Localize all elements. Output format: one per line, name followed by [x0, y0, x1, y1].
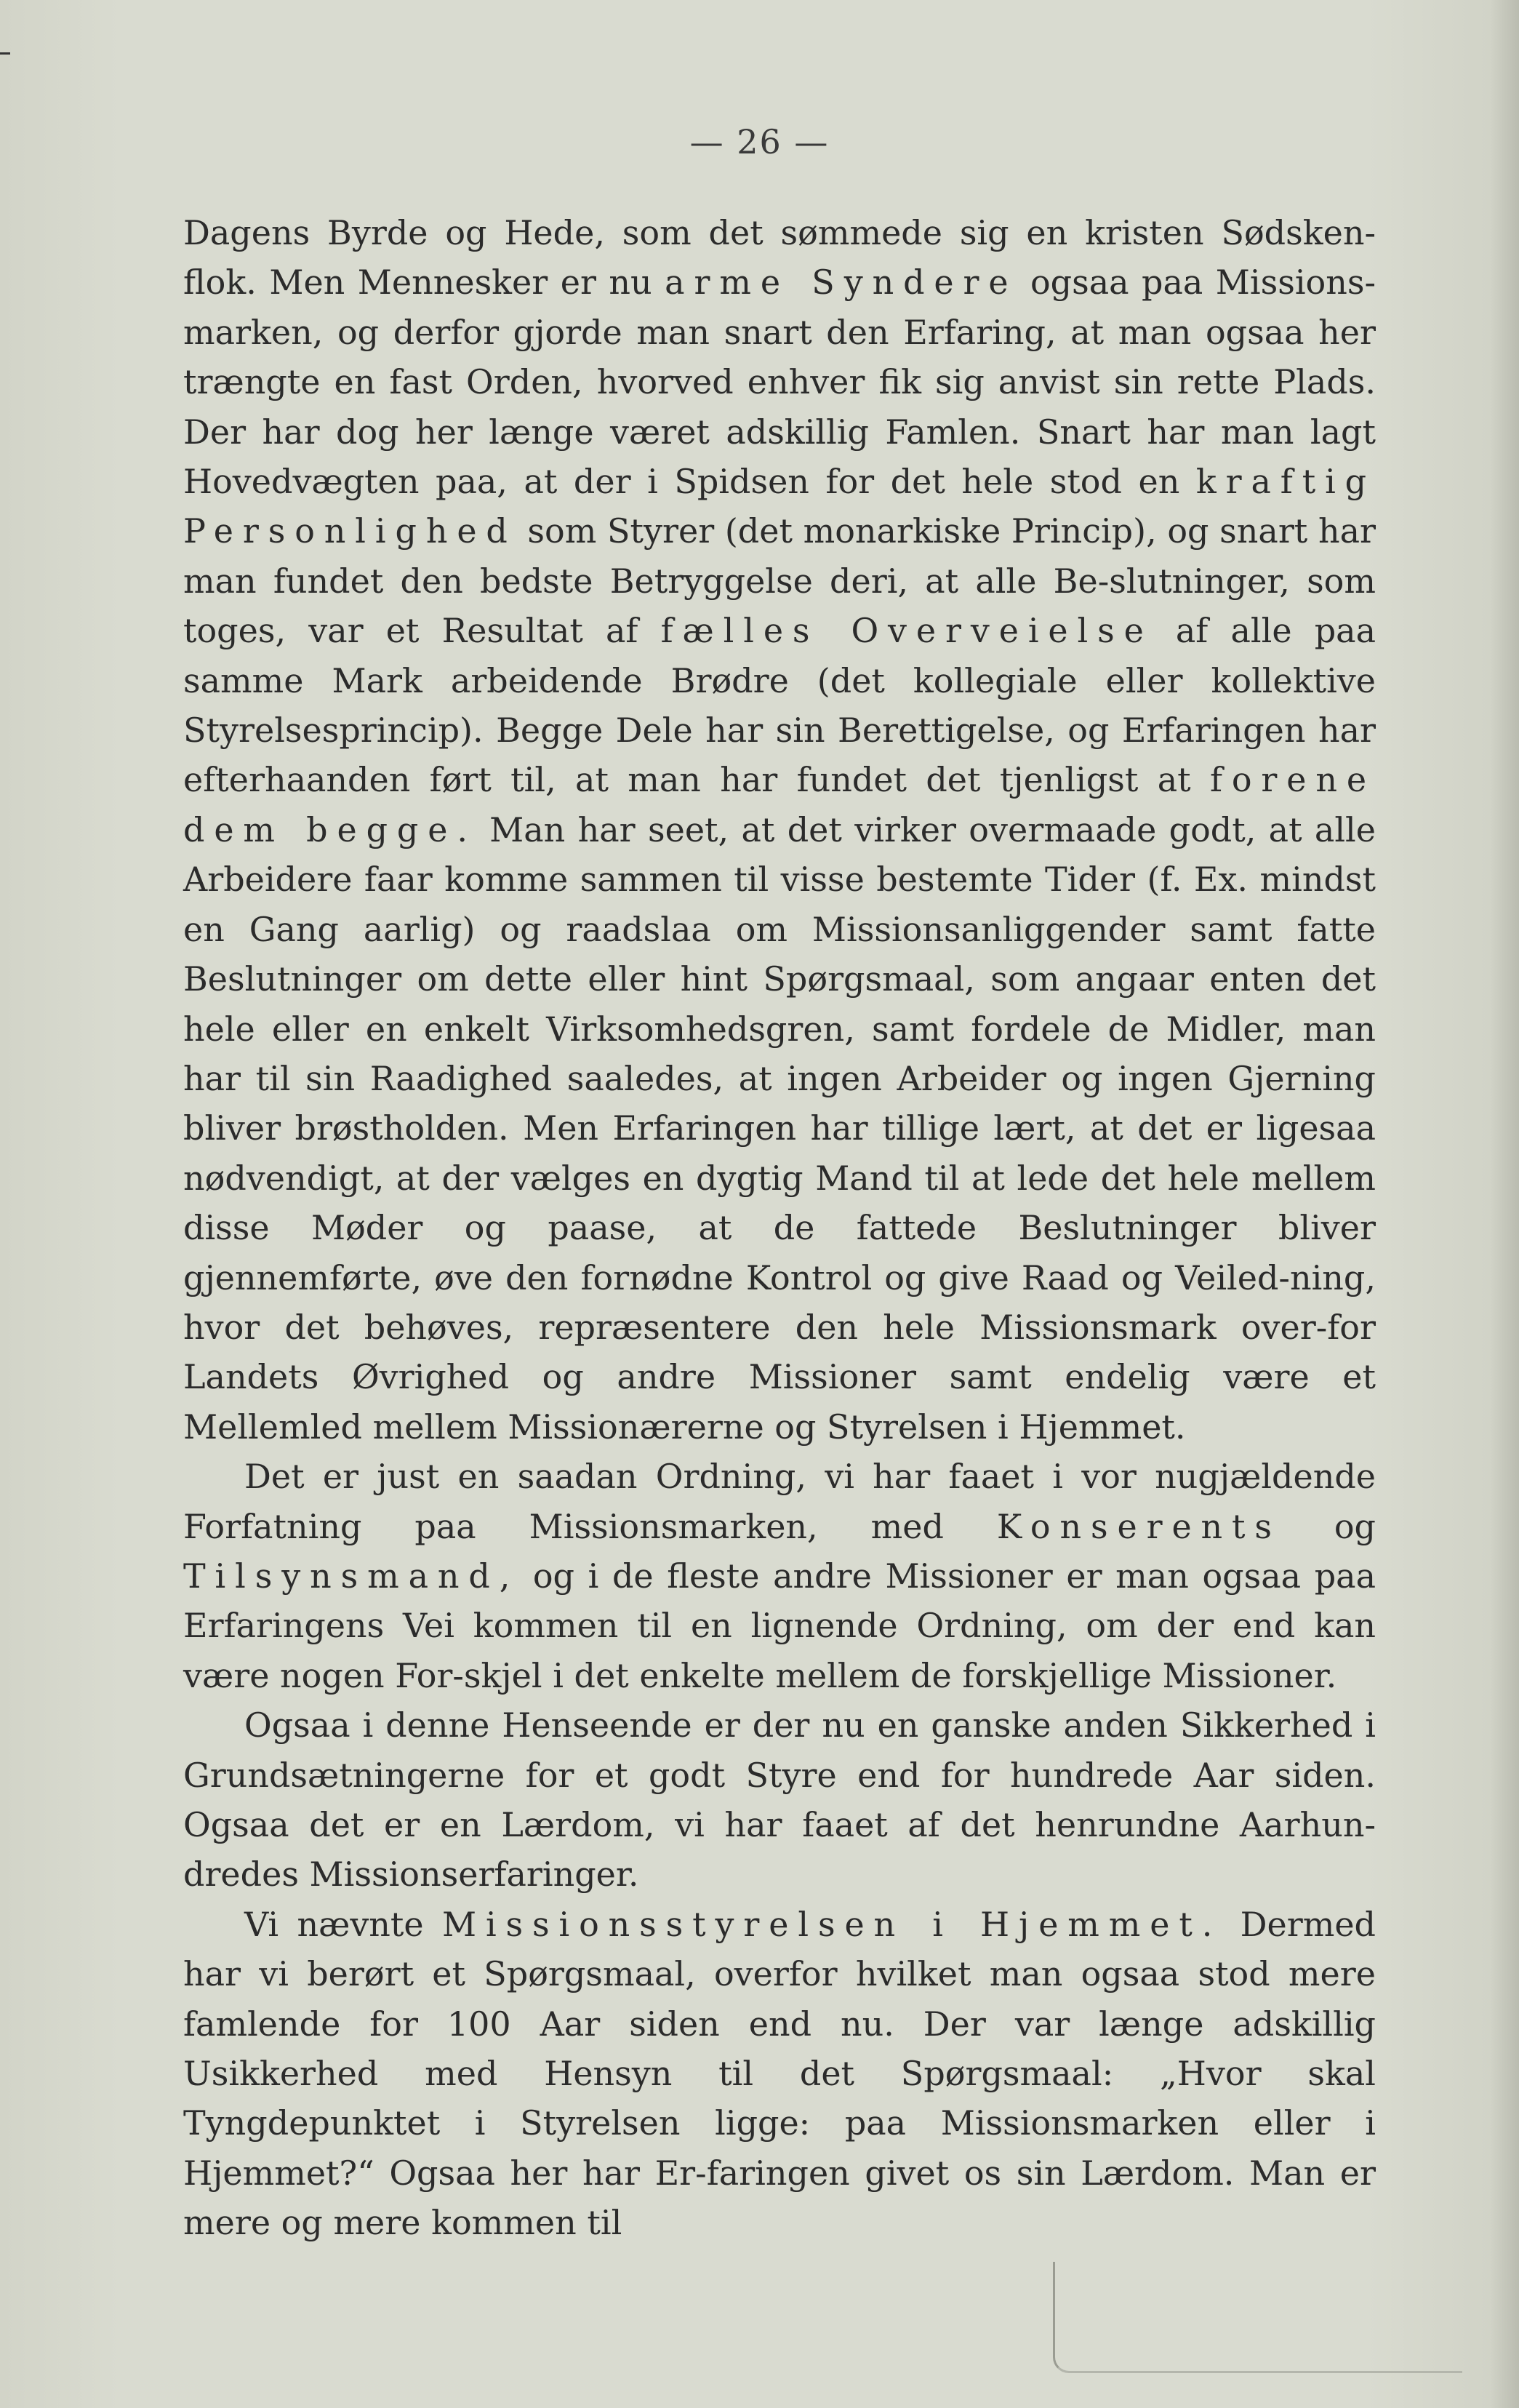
- text-run: som Styrer (det monarkiske Princip), og snart har man fundet den bedste Betryggelse deri, at alle Be-slutninger, som toges, var et Resultat af: [183, 511, 1376, 651]
- emphasis-spaced: forene dem begge.: [183, 760, 1376, 849]
- emphasis-spaced: kraftig Personlighed: [183, 462, 1376, 551]
- emphasis-spaced: arme Syndere: [665, 263, 1018, 303]
- emphasis-spaced: Tilsynsmand,: [183, 1556, 520, 1596]
- text-run: Vi nævnte: [244, 1904, 442, 1944]
- corner-mark: [0, 52, 10, 55]
- text-run: Det er just en saadan Ordning, vi har faaet i vor nugjældende Forfatning paa Missionsmarken, med: [183, 1457, 1376, 1546]
- emphasis-spaced: fælles Overveielse: [660, 611, 1153, 651]
- text-run: ogsaa paa Missions-marken, og derfor gjorde man snart den Erfaring, at man ogsaa her trængte en fast Orden, hvorved enhver fik sig anvist sin rette Plads. Der har dog her længe været adskillig Famlen. Snart har man lagt Hovedvægten paa, at der i Spidsen for det hele stod en: [183, 263, 1376, 502]
- text-run: Dagens Byrde og Hede, som det sømmede sig en kristen Sødsken-flok. Men Mennesker er nu: [183, 213, 1376, 303]
- emphasis-spaced: Missionsstyrelsen i Hjemmet.: [441, 1904, 1222, 1944]
- paragraph-4: [183, 1900, 1376, 2248]
- paragraph-3: [183, 1700, 1376, 1900]
- binding-mark: [1053, 2262, 1462, 2373]
- text-run: af alle paa samme Mark arbeidende Brødre (det kollegiale eller kollektive Styrelsesprincip). Begge Dele har sin Berettigelse, og Erfaringen har efterhaanden ført til, at man har fundet det tjenligst at: [183, 611, 1376, 800]
- body-text: [183, 208, 1376, 2248]
- text-run: Man har seet, at det virker overmaade godt, at alle Arbeidere faar komme sammen til visse bestemte Tider (f. Ex. mindst en Gang aarlig) og raadslaa om Missionsanliggender samt fatte Beslutninger om dette eller hint Spørgsmaal, som angaar enten det hele eller en enkelt Virksomhedsgren, samt fordele de Midler, man har til sin Raadighed saaledes, at ingen Arbeider og ingen Gjerning bliver brøstholden. Men Erfaringen har tillige lært, at det er ligesaa nødvendigt, at der vælges en dygtig Mand til at lede det hele mellem disse Møder og paase, at de fattede Beslutninger bliver gjennemførte, øve den fornødne Kontrol og give Raad og Veiled-ning, hvor det behøves, repræsentere den hele Missionsmark over-for Landets Øvrighed og andre Missioner samt endelig være et Mellemled mellem Missionærerne og Styrelsen i Hjemmet.: [183, 809, 1376, 1447]
- page-number: — 26 —: [689, 122, 830, 161]
- text-run: og i de fleste andre Missioner er man ogsaa paa Erfaringens Vei kommen til en lignende Ordning, om der end kan være nogen For-skjel i det enkelte mellem de forskjellige Missioner.: [183, 1556, 1376, 1695]
- paragraph-2: [183, 1452, 1376, 1700]
- emphasis-spaced: Konserents: [996, 1506, 1281, 1546]
- text-run: Dermed har vi berørt et Spørgsmaal, overfor hvilket man ogsaa stod mere famlende for 100 Aar siden end nu. Der var længe adskillig Usikkerhed med Hensyn til det Spørgsmaal: „Hvor skal Tyngdepunktet i Styrelsen ligge: paa Missionsmarken eller i Hjemmet?“ Ogsaa her har Er-faringen givet os sin Lærdom. Man er mere og mere kommen til: [183, 1904, 1376, 2243]
- page-edge-shadow: [1490, 0, 1519, 2408]
- text-run: og: [1280, 1506, 1376, 1546]
- paragraph-1: [183, 208, 1376, 1452]
- text-run: Ogsaa i denne Henseende er der nu en ganske anden Sikkerhed i Grundsætningerne for et godt Styre end for hundrede Aar siden. Ogsaa det er en Lærdom, vi har faaet af det henrundne Aarhun-dredes Missionserfaringer.: [183, 1705, 1376, 1895]
